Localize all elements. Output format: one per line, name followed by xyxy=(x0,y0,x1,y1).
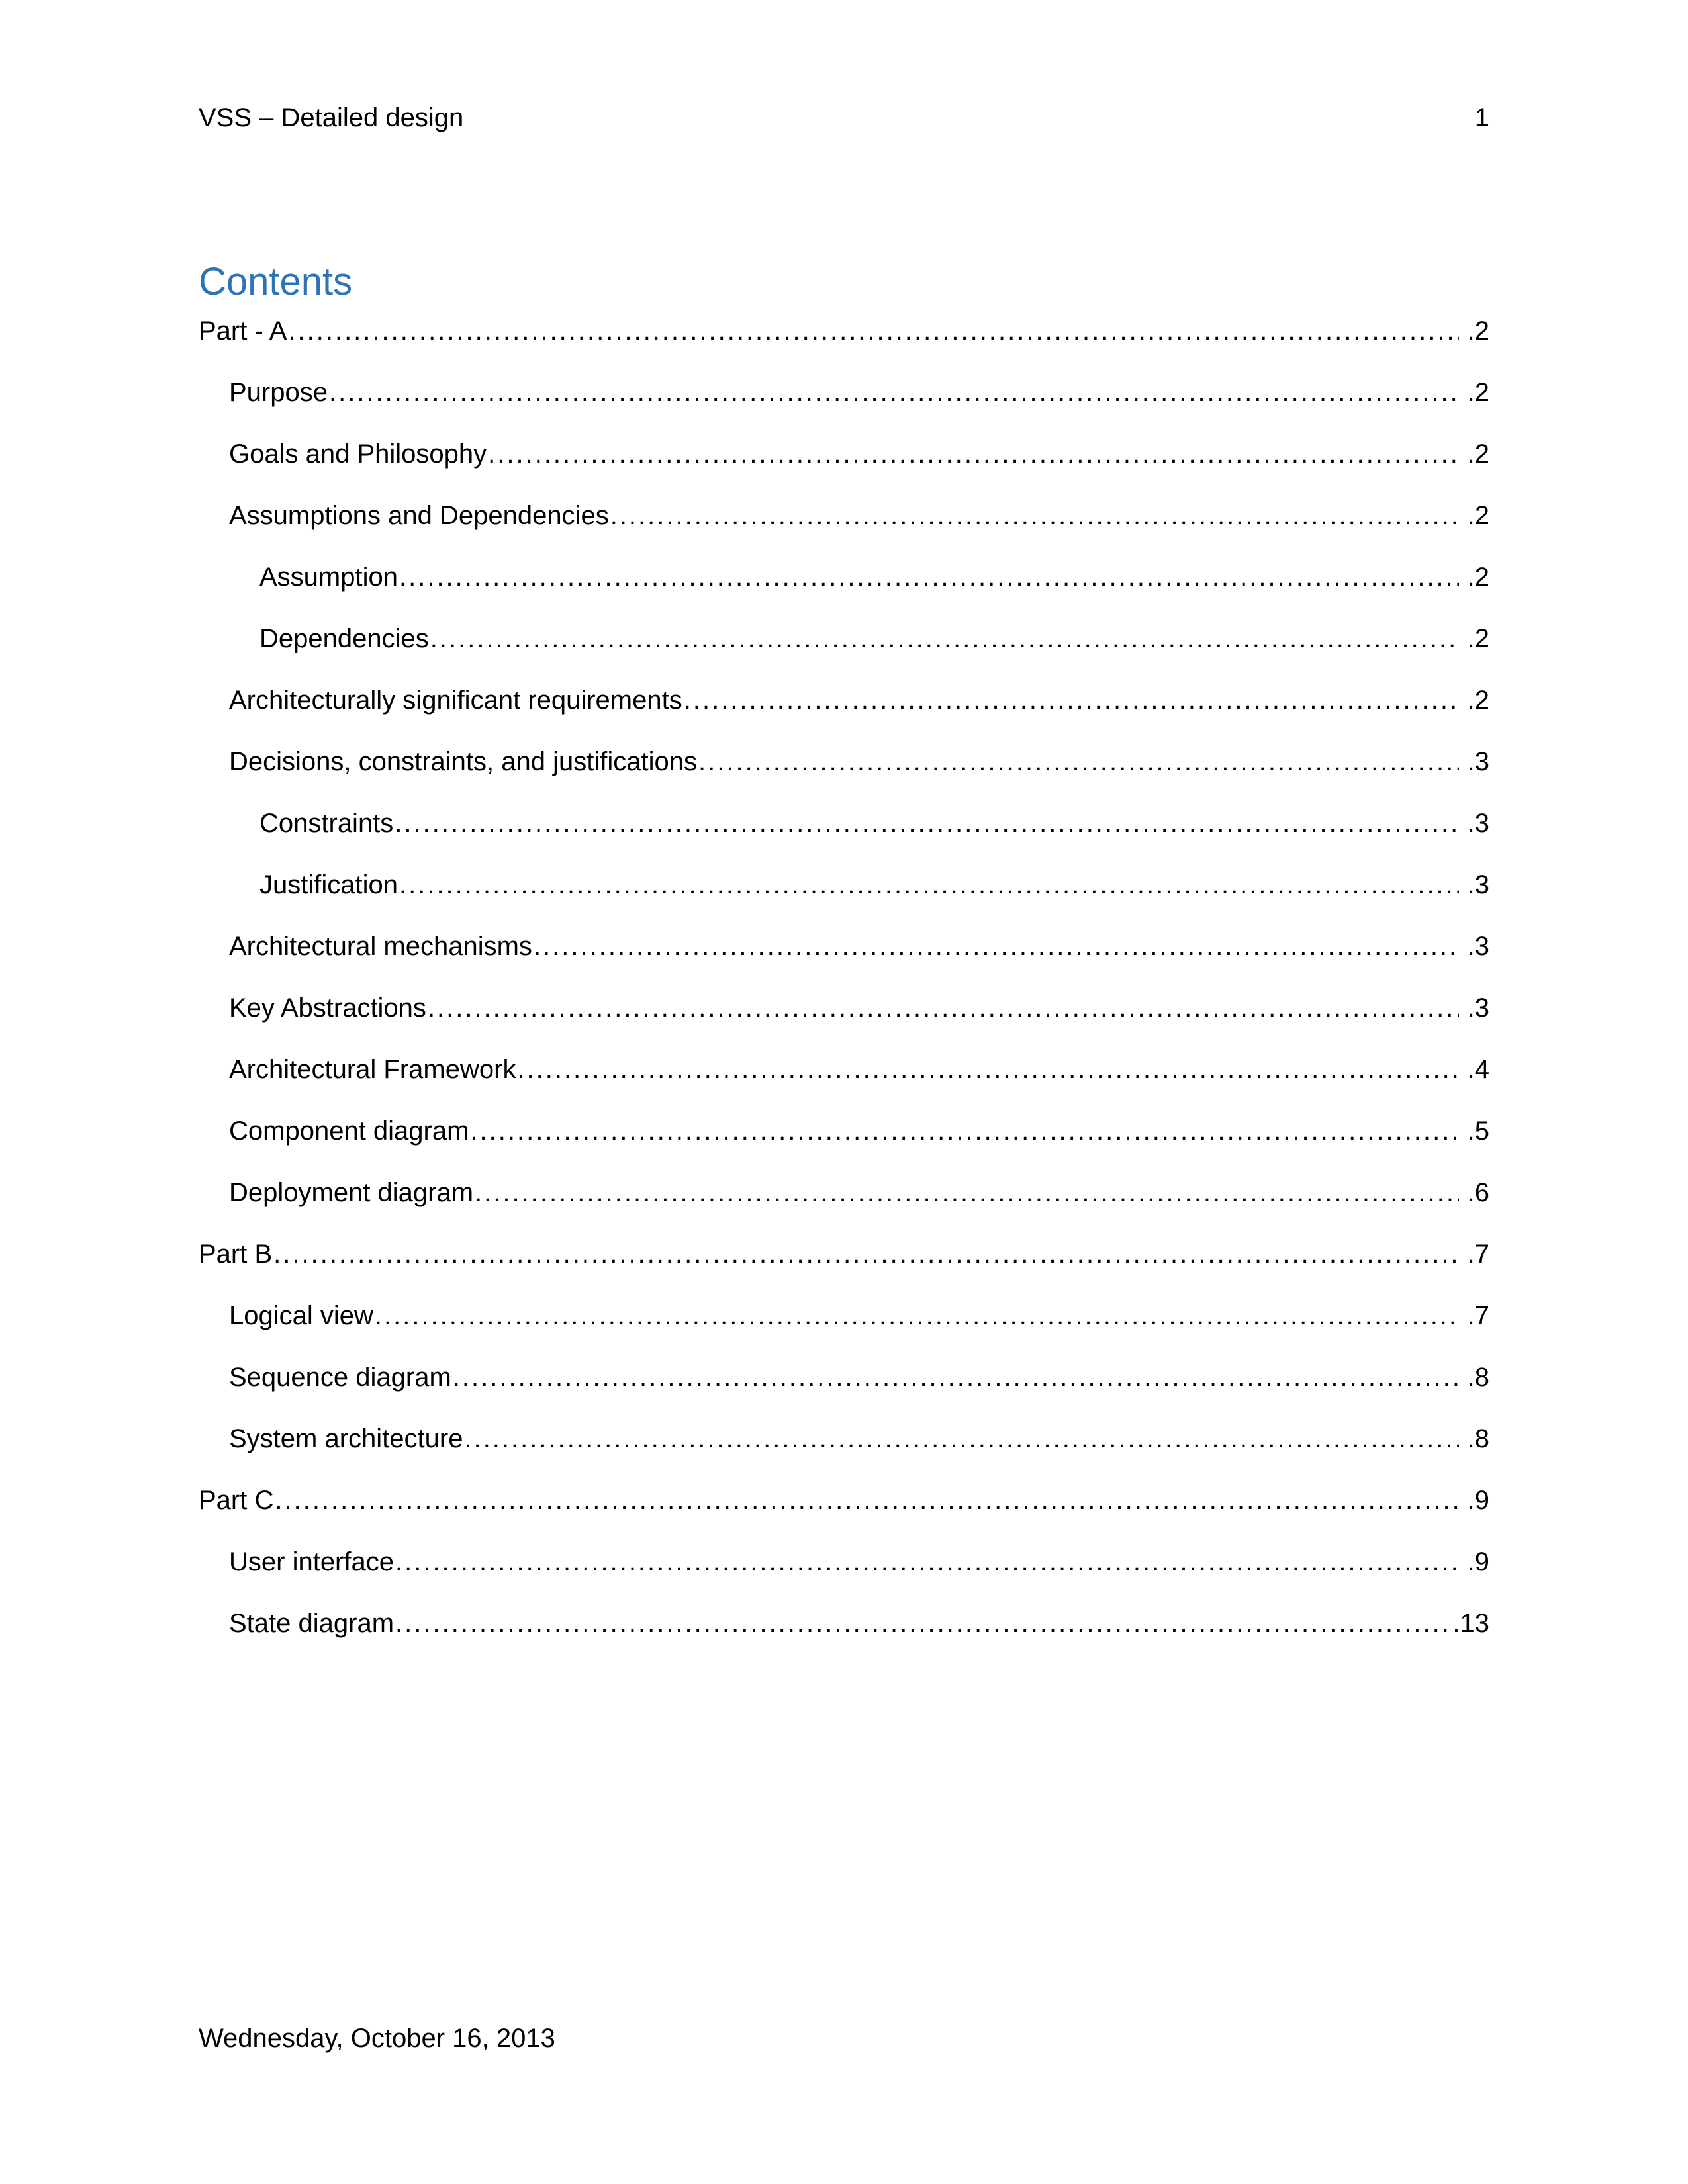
toc-entry-page: .2 xyxy=(1467,686,1489,715)
toc-dot-leader xyxy=(470,1114,1459,1148)
toc-entry-page: .4 xyxy=(1467,1055,1489,1084)
toc-dot-leader xyxy=(684,683,1459,717)
toc-dot-leader xyxy=(273,1237,1459,1271)
toc-entry-page: .8 xyxy=(1467,1424,1489,1453)
toc-entry-page: .3 xyxy=(1467,870,1489,899)
toc-entry-page: .13 xyxy=(1452,1609,1489,1638)
toc-entry[interactable] xyxy=(199,437,1489,498)
toc-entry-label: Decisions, constraints, and justifications xyxy=(229,747,697,776)
toc-entry[interactable] xyxy=(199,560,1489,621)
toc-entry-page: .2 xyxy=(1467,501,1489,530)
toc-entry-page: .6 xyxy=(1467,1178,1489,1207)
toc-entry-label: Assumption xyxy=(259,563,398,592)
toc-entry-label: Goals and Philosophy xyxy=(229,439,487,469)
toc-entry[interactable] xyxy=(199,1298,1489,1360)
toc-entry[interactable] xyxy=(199,1114,1489,1175)
toc-entry[interactable] xyxy=(199,314,1489,375)
toc-dot-leader xyxy=(430,621,1459,656)
toc-entry[interactable] xyxy=(199,1052,1489,1114)
toc-entry[interactable] xyxy=(199,929,1489,991)
toc-dot-leader xyxy=(534,929,1459,964)
toc-entry-label: Part B xyxy=(199,1240,273,1269)
table-of-contents xyxy=(199,314,1489,1668)
toc-entry-page: .3 xyxy=(1467,993,1489,1023)
toc-entry[interactable] xyxy=(199,1360,1489,1422)
header-page-number: 1 xyxy=(1474,103,1489,132)
toc-entry-page: .3 xyxy=(1467,809,1489,838)
toc-entry-label: Component diagram xyxy=(229,1116,469,1146)
toc-entry-label: State diagram xyxy=(229,1609,395,1638)
toc-dot-leader xyxy=(517,1052,1459,1087)
toc-entry-label: Part - A xyxy=(199,316,287,345)
toc-entry-label: Justification xyxy=(259,870,398,899)
toc-dot-leader xyxy=(488,437,1459,471)
toc-entry[interactable] xyxy=(199,621,1489,683)
toc-entry-label: Deployment diagram xyxy=(229,1178,474,1207)
toc-entry-page: .3 xyxy=(1467,932,1489,961)
toc-entry-label: Part C xyxy=(199,1486,274,1515)
toc-entry[interactable] xyxy=(199,1483,1489,1545)
toc-entry-label: Architecturally significant requirements xyxy=(229,686,682,715)
toc-entry-page: .7 xyxy=(1467,1301,1489,1330)
toc-entry-label: Logical view xyxy=(229,1301,373,1330)
toc-entry-label: Key Abstractions xyxy=(229,993,426,1023)
toc-entry[interactable] xyxy=(199,498,1489,560)
toc-dot-leader xyxy=(453,1360,1459,1394)
toc-entry-label: Constraints xyxy=(259,809,394,838)
toc-entry[interactable] xyxy=(199,868,1489,929)
toc-entry[interactable] xyxy=(199,1422,1489,1483)
toc-entry-page: .2 xyxy=(1467,316,1489,345)
toc-entry[interactable] xyxy=(199,1606,1489,1668)
toc-dot-leader xyxy=(399,560,1459,594)
toc-entry-label: User interface xyxy=(229,1547,394,1576)
toc-entry-page: .3 xyxy=(1467,747,1489,776)
header-title: VSS – Detailed design xyxy=(199,103,464,132)
toc-dot-leader xyxy=(275,1483,1459,1518)
toc-dot-leader xyxy=(399,868,1459,902)
toc-entry-label: Architectural Framework xyxy=(229,1055,516,1084)
toc-entry[interactable] xyxy=(199,1545,1489,1606)
toc-dot-leader xyxy=(395,806,1459,841)
toc-entry-label: Dependencies xyxy=(259,624,429,653)
toc-heading: Contents xyxy=(199,260,353,303)
toc-entry-page: .9 xyxy=(1467,1486,1489,1515)
toc-entry-label: System architecture xyxy=(229,1424,463,1453)
toc-dot-leader xyxy=(428,991,1459,1025)
toc-entry-label: Assumptions and Dependencies xyxy=(229,501,609,530)
toc-dot-leader xyxy=(329,375,1459,410)
toc-entry[interactable] xyxy=(199,991,1489,1052)
toc-entry[interactable] xyxy=(199,683,1489,745)
footer-date: Wednesday, October 16, 2013 xyxy=(199,2024,555,2053)
toc-entry[interactable] xyxy=(199,806,1489,868)
toc-entry[interactable] xyxy=(199,745,1489,806)
toc-entry-page: .8 xyxy=(1467,1363,1489,1392)
toc-entry-page: .2 xyxy=(1467,624,1489,653)
toc-entry-label: Purpose xyxy=(229,378,328,407)
toc-entry-page: .2 xyxy=(1467,439,1489,469)
toc-dot-leader xyxy=(698,745,1459,779)
toc-dot-leader xyxy=(610,498,1459,533)
toc-entry[interactable] xyxy=(199,1237,1489,1298)
toc-entry-page: .2 xyxy=(1467,563,1489,592)
toc-entry-page: .5 xyxy=(1467,1116,1489,1146)
toc-entry-label: Sequence diagram xyxy=(229,1363,451,1392)
toc-dot-leader xyxy=(464,1422,1459,1456)
toc-dot-leader xyxy=(395,1606,1448,1641)
toc-entry[interactable] xyxy=(199,375,1489,437)
toc-entry-label: Architectural mechanisms xyxy=(229,932,532,961)
toc-entry[interactable] xyxy=(199,1175,1489,1237)
toc-entry-page: .9 xyxy=(1467,1547,1489,1576)
toc-entry-page: .2 xyxy=(1467,378,1489,407)
toc-dot-leader xyxy=(288,314,1459,348)
toc-dot-leader xyxy=(475,1175,1459,1210)
toc-entry-page: .7 xyxy=(1467,1240,1489,1269)
toc-dot-leader xyxy=(395,1545,1459,1579)
toc-dot-leader xyxy=(375,1298,1459,1333)
